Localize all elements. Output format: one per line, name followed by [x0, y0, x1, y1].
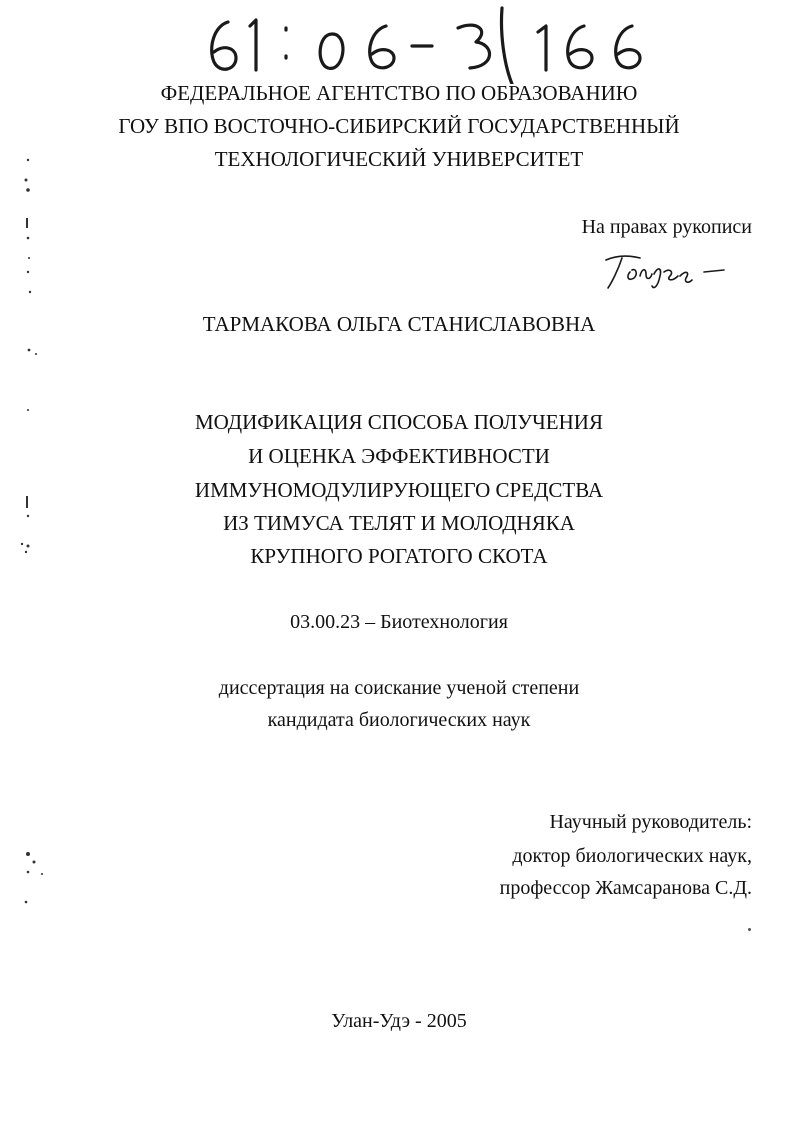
rights-note: На правах рукописи	[581, 216, 752, 238]
header-agency: ФЕДЕРАЛЬНОЕ АГЕНТСТВО ПО ОБРАЗОВАНИЮ	[160, 81, 638, 105]
degree-line-1: диссертация на соискание ученой степени	[218, 677, 580, 699]
scan-speck	[748, 928, 751, 931]
title-line-1: МОДИФИКАЦИЯ СПОСОБА ПОЛУЧЕНИЯ	[195, 410, 603, 434]
author-signature	[600, 246, 730, 294]
specialty: 03.00.23 – Биотехнология	[290, 611, 508, 633]
title-line-3: ИММУНОМОДУЛИРУЮЩЕГО СРЕДСТВА	[194, 478, 604, 502]
header-university-line1: ГОУ ВПО ВОСТОЧНО-СИБИРСКИЙ ГОСУДАРСТВЕННЫЙ	[118, 114, 680, 138]
handwritten-archive-code	[200, 4, 660, 84]
place-year: Улан-Удэ - 2005	[331, 1010, 467, 1032]
supervisor-name: профессор Жамсаранова С.Д.	[499, 877, 752, 899]
supervisor-label: Научный руководитель:	[549, 811, 752, 833]
handwritten-archive-code-drawing	[200, 4, 660, 84]
title-line-2: И ОЦЕНКА ЭФФЕКТИВНОСТИ	[248, 444, 550, 468]
supervisor-degree: доктор биологических наук,	[512, 845, 752, 867]
header-university-line2: ТЕХНОЛОГИЧЕСКИЙ УНИВЕРСИТЕТ	[214, 147, 584, 171]
degree-line-2: кандидата биологических наук	[267, 709, 531, 731]
signature-drawing	[600, 246, 730, 294]
margin-scan-marks-drawing	[14, 150, 54, 930]
title-line-4: ИЗ ТИМУСА ТЕЛЯТ И МОЛОДНЯКА	[223, 511, 575, 535]
margin-scan-marks	[14, 150, 54, 930]
title-line-5: КРУПНОГО РОГАТОГО СКОТА	[250, 544, 548, 568]
author-name: ТАРМАКОВА ОЛЬГА СТАНИСЛАВОВНА	[202, 312, 596, 336]
